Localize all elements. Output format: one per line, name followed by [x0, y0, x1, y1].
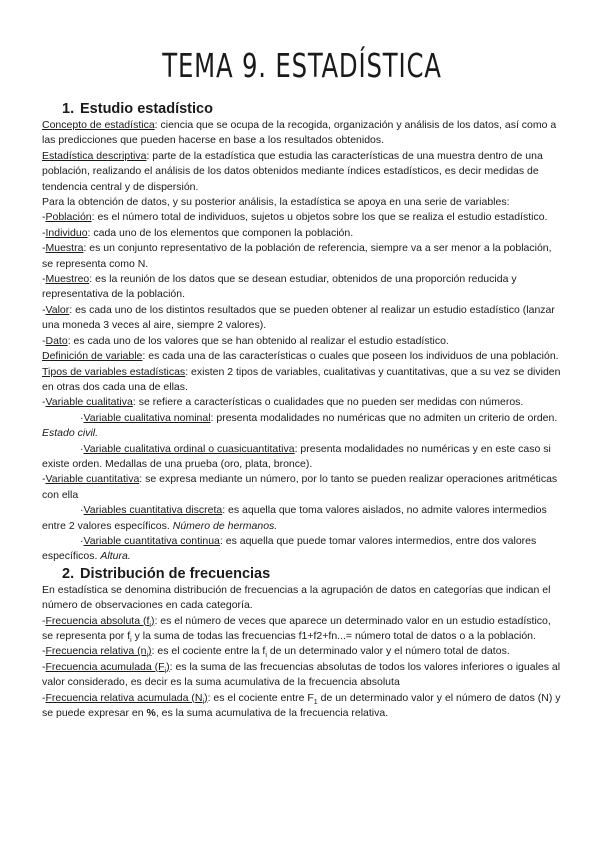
paragraph-frecuencia-relativa-acumulada: -Frecuencia relativa acumulada $(N_i)$: es el cociente entre $F_1$ de un determinado valor y el número de datos (N) y se puede expresar en %, es la suma acumulativa de la frecuencia relativa. — [42, 691, 561, 720]
paragraph-definicion-variable — [42, 349, 562, 364]
subscript: 1 — [313, 698, 318, 706]
paragraph-distribucion-intro: En estadística se denomina distribución de frecuencias a la agrupación de datos en categorías que indican el número de observaciones en cada categoría. — [42, 583, 551, 612]
definition: : se expresa mediante un número, por lo tanto se pueden realizar operaciones aritméticas con ella — [42, 473, 558, 501]
term — [46, 661, 170, 673]
definition: : es el número total de individuos, sujetos u objetos sobre los que se realiza el estudio estadístico. — [91, 211, 548, 224]
paragraph-individuo: -Individuo: cada uno de los elementos que componen la población. — [42, 226, 354, 239]
definition: : presenta modalidades no numéricas y en este caso si existe orden. Medallas de una prueba (oro, plata, bronce). — [42, 442, 551, 470]
paragraph-muestra: -Muestra: es un conjunto representativo de la población de referencia, siempre va a ser menor a la población, se representa como N. — [42, 242, 552, 270]
definition-cont: de un determinado valor y el número total de datos. — [266, 645, 510, 658]
subscript: i — [149, 621, 151, 629]
term-text: Frecuencia absoluta (f — [45, 614, 150, 627]
paragraph-muestreo: -Muestreo: es la reunión de los datos que se desean estudiar, obtenidos de una proporción reducida y representativa de la población. — [42, 273, 517, 301]
definition: : es el cociente entre F — [207, 691, 314, 704]
term: Dato — [45, 334, 68, 347]
term: Tipos de variables estadísticas — [42, 365, 186, 378]
definition: : es un conjunto representativo de la población de referencia, siempre va a ser menor a la población, se representa como N. — [42, 242, 552, 270]
definition-end: , es la suma acumulativa de la frecuencia relativa. — [155, 707, 389, 720]
paragraph-concepto — [42, 118, 562, 149]
paragraph-frecuencia-acumulada: -Frecuencia acumulada $(F_i)$: es la suma de las frecuencias absolutas de todos los valores inferiores o iguales al valor considerado, es decir es la suma acumulativa de la frecuencia absoluta — [42, 660, 561, 689]
definition: : es el cociente entre la f — [151, 645, 266, 658]
paragraph-dato: -Dato: es cada uno de los valores que se han obtenido al realizar el estudio estadístico. — [42, 334, 449, 347]
definition: : cada uno de los elementos que componen la población. — [87, 226, 354, 239]
definition: : es aquella que toma valores aislados, no admite valores intermedios entre 2 valores específicos. — [42, 504, 547, 532]
definition: : es cada uno de los valores que se han obtenido al realizar el estudio estadístico. — [67, 334, 449, 347]
section-title: Distribución de frecuencias — [80, 565, 271, 582]
term: Variable cuantitativa — [45, 473, 140, 486]
definition: : es la suma de las frecuencias absolutas de todos los valores inferiores o iguales al valor considerado, es decir es la suma acumulativa de la frecuencia absoluta — [42, 660, 561, 689]
term: Variable cualitativa ordinal o cuasicuantitativa — [83, 442, 295, 455]
term-close: ) — [204, 691, 208, 704]
term: Individuo — [45, 226, 88, 239]
term — [46, 615, 155, 627]
term-text: Frecuencia acumulada (F — [45, 660, 165, 673]
definition-cont: y la suma de todas las frecuencias f1+f2+fn...= número total de datos o a la población. — [131, 630, 536, 642]
term: Muestreo — [45, 273, 90, 286]
term: Variable cuantitativa continua — [83, 534, 220, 547]
term-close: ) — [166, 660, 170, 673]
example: Número de hermanos. — [172, 519, 278, 532]
definition: : es el número de veces que aparece un determinado valor en un estudio estadístico, se representa por f — [42, 614, 551, 642]
definition: : existen 2 tipos de variables, cualitativas y cuantitativas, que a su vez se dividen en otras dos cada una de ellas. — [42, 365, 561, 393]
term: Muestra — [45, 242, 84, 255]
definition: : es aquella que puede tomar valores intermedios, entre dos valores específicos. — [42, 534, 537, 563]
term: Concepto de estadística — [42, 119, 155, 131]
term: Población — [45, 211, 92, 224]
definition: : se refiere a características o cualidades que no pueden ser medidas con números. — [132, 396, 524, 409]
subscript: i — [130, 637, 132, 645]
section-heading-1 — [42, 100, 562, 118]
term: Variable cualitativa — [45, 396, 133, 409]
paragraph-valor: -Valor: es cada uno de los distintos resultados que se pueden obtener al realizar un estudio estadístico (lanzar una moneda 3 veces al aire, siempre 2 valores). — [42, 303, 555, 332]
paragraph-cuantitativa-discreta: ·Variables cuantitativa discreta: es aquella que toma valores aislados, no admite valores intermedios entre 2 valores específicos. Número de hermanos. — [42, 504, 547, 532]
subscript: i — [146, 652, 149, 660]
section-heading-2 — [42, 565, 562, 583]
term-text: Frecuencia relativa acumulada (N — [45, 691, 203, 704]
definition: : presenta modalidades no numéricas que no admiten un criterio de orden. — [210, 411, 558, 424]
paragraph-poblacion: -Población: es el número total de individuos, sujetos u objetos sobre los que se realiza el estudio estadístico. — [42, 211, 548, 224]
paragraph-tipos — [42, 365, 562, 396]
definition-cont: de un determinado valor y el número de datos (N) y se puede expresar en — [42, 691, 561, 720]
paragraph-frecuencia-absoluta: -Frecuencia absoluta $(f_i)$: es el número de veces que aparece un determinado valor en un estudio estadístico, se representa por $f_i$ y la suma de todas las frecuencias f1+f2+fn...= número total de datos o a la población. — [42, 614, 551, 645]
section-number: 2. — [62, 565, 75, 582]
term-text: Frecuencia relativa (n — [45, 645, 147, 658]
page-title: TEMA 9. ESTADÍSTICA — [162, 46, 442, 85]
paragraph-cuantitativa-continua: ·Variable cuantitativa continua: es aquella que puede tomar valores intermedios, entre dos valores específicos. Altura. — [42, 534, 537, 563]
paragraph-descriptiva — [42, 149, 562, 195]
subscript: i — [265, 652, 267, 660]
percent-sign: % — [146, 707, 156, 720]
paragraph-cualitativa: -Variable cualitativa: se refiere a características o cualidades que no pueden ser medidas con números. — [42, 396, 524, 409]
paragraph-frecuencia-relativa: -Frecuencia relativa $(n_i)$: es el cociente entre la $f_i$ de un determinado valor y el número total de datos. — [42, 645, 510, 660]
definition: : ciencia que se ocupa de la recogida, organización y análisis de los datos, así como a las predicciones que pueden hacerse en base a los resultados obtenidos. — [42, 119, 557, 147]
paragraph-cualitativa-ordinal: ·Variable cualitativa ordinal o cuasicuantitativa: presenta modalidades no numéricas y en este caso si existe orden. Medallas de una prueba (oro, plata, bronce). — [42, 442, 551, 470]
section-title: Estudio estadístico — [80, 101, 213, 117]
term: Estadística descriptiva — [42, 149, 147, 162]
term — [46, 692, 208, 704]
document-page — [42, 44, 562, 721]
paragraph-cuantitativa: -Variable cuantitativa: se expresa mediante un número, por lo tanto se pueden realizar operaciones aritméticas con ella — [42, 473, 558, 501]
term: Valor — [45, 303, 70, 316]
term — [45, 645, 152, 660]
subscript: i — [202, 698, 205, 706]
definition: : parte de la estadística que estudia las características de una muestra dentro de una población, realizando el análisis de los datos obtenidos mediante índices estadísticos, es decir medidas de tendencia central y de dispersión. — [42, 149, 543, 193]
definition: : es la reunión de los datos que se desean estudiar, obtenidos de una proporción reducida y representativa de la población. — [42, 273, 517, 301]
definition: : es cada uno de los distintos resultados que se pueden obtener al realizar un estudio estadístico (lanzar una moneda 3 veces al aire, siempre 2 valores). — [42, 303, 555, 332]
example: Estado civil. — [42, 427, 99, 440]
section-number: 1. — [62, 101, 75, 117]
subscript: i — [164, 667, 167, 675]
term: Definición de variable — [42, 350, 143, 363]
term-close: ) — [148, 645, 152, 658]
paragraph-intro: Para la obtención de datos, y su posterior análisis, la estadística se apoya en una serie de variables: — [42, 196, 510, 209]
term: Variables cuantitativa discreta — [83, 504, 223, 517]
term-close: ) — [150, 614, 155, 627]
definition: : es cada una de las características o cuales que poseen los individuos de una población. — [142, 350, 559, 363]
term: Variable cualitativa nominal — [83, 411, 211, 424]
example: Altura. — [100, 550, 131, 563]
paragraph-cualitativa-nominal: ·Variable cualitativa nominal: presenta modalidades no numéricas que no admiten un criterio de orden. Estado civil. — [42, 411, 558, 440]
